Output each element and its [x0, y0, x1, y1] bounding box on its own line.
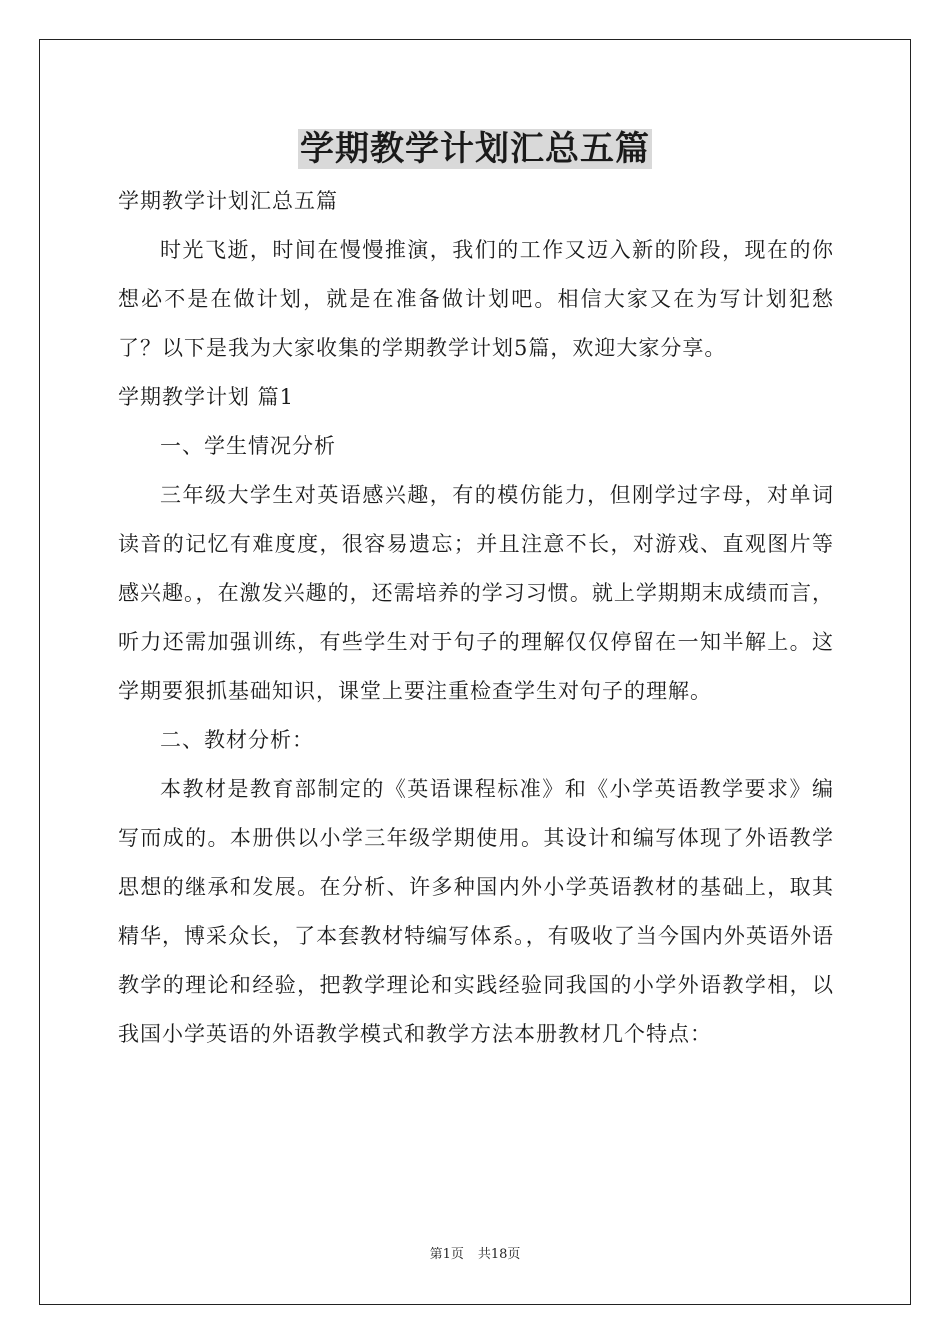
- section-heading-plan-1: 学期教学计划 篇1: [118, 385, 295, 409]
- page-number: 第1页: [429, 1247, 464, 1262]
- textbook-analysis-paragraph: 本教材是教育部制定的《英语课程标准》和《小学英语教学要求》编写而成的。本册供以小学三年级学期使用。其设计和编写体现了外语教学思想的继承和发展。在分析、许多种国内外小学英语教材的基础上，取其精华，博采众长，了本套教材特编写体系。，有吸收了当今国内外英语外语教学的理论和经验，把教学理论和实践经验同我国的小学外语教学相，以我国小学英语的外语教学模式和教学方法本册教材几个特点：: [118, 777, 834, 1046]
- intro-paragraph: 时光飞逝，时间在慢慢推演，我们的工作又迈入新的阶段，现在的你想必不是在做计划，就是在准备做计划吧。相信大家又在为写计划犯愁了？以下是我为大家收集的学期教学计划5篇，欢迎大家分享。: [118, 238, 834, 360]
- document-body: [118, 177, 834, 1059]
- document-title: [0, 126, 950, 172]
- page-footer: [0, 1246, 950, 1264]
- page-total: 共18页: [477, 1247, 521, 1262]
- heading-textbook-analysis: 二、教材分析：: [160, 728, 314, 752]
- document-title-text: 学期教学计划汇总五篇: [300, 129, 650, 169]
- student-analysis-paragraph: 三年级大学生对英语感兴趣，有的模仿能力，但刚学过字母，对单词读音的记忆有难度度，很容易遗忘；并且注意不长，对游戏、直观图片等感兴趣。，在激发兴趣的，还需培养的学习习惯。就上学期期末成绩而言，听力还需加强训练，有些学生对于句子的理解仅仅停留在一知半解上。这学期要狠抓基础知识，课堂上要注重检查学生对句子的理解。: [118, 483, 834, 703]
- subtitle-line: 学期教学计划汇总五篇: [118, 189, 338, 213]
- heading-student-analysis: 一、学生情况分析: [160, 434, 336, 458]
